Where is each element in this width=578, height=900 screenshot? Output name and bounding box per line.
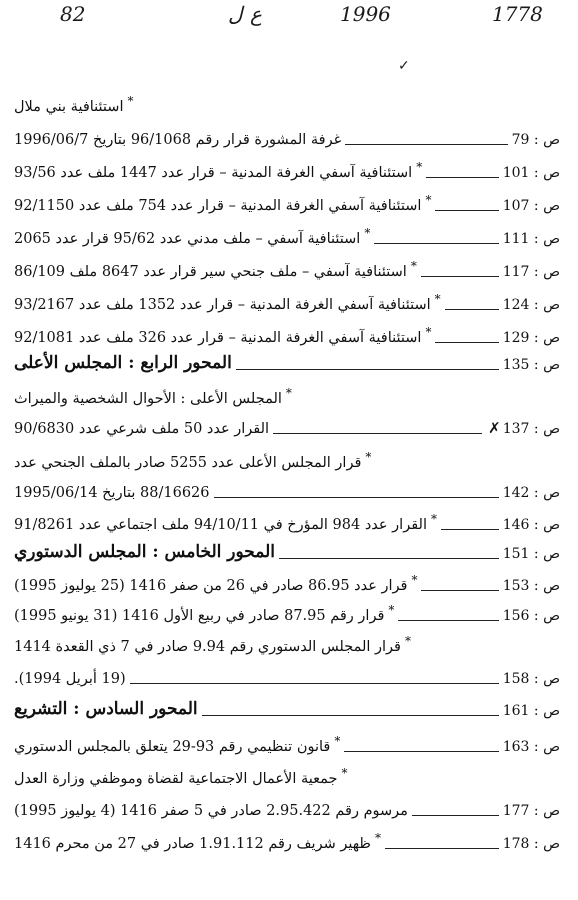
toc-entry — [14, 794, 560, 822]
toc-entry — [14, 508, 560, 536]
entry-text: غرفة المشورة قرار رقم 96/1068 بتاريخ 1996/06/7 — [14, 132, 342, 148]
toc-entry — [14, 694, 560, 722]
page-number: ص : 129 — [502, 330, 560, 346]
asterisk-icon: * — [405, 634, 411, 649]
asterisk-icon: * — [431, 512, 437, 527]
asterisk-icon: * — [334, 734, 341, 749]
entry-text: قرار المجلس الدستوري رقم 9.94 صادر في 7 ذي القعدة 1414 — [14, 639, 401, 655]
leader-line — [421, 276, 499, 277]
entry-title — [14, 325, 431, 349]
entry-text: المحور السادس : التشريع — [14, 699, 198, 719]
entry-title — [14, 803, 408, 822]
entry-title — [14, 634, 411, 658]
leader-line — [421, 590, 498, 591]
toc-entry — [14, 446, 560, 474]
handwritten-note-mid-2: ع — [250, 2, 262, 26]
page-number: ص : 137 — [502, 421, 560, 437]
asterisk-icon: * — [425, 325, 432, 340]
entry-title — [14, 160, 422, 184]
entry-text: (19 أبريل 1994). — [14, 671, 126, 687]
entry-text: المجلس الأعلى : الأحوال الشخصية والميراث — [14, 391, 282, 407]
asterisk-icon: * — [388, 603, 395, 618]
asterisk-icon: * — [425, 193, 432, 208]
entry-text: استئنافية آسفي الغرفة المدنية – قرار عدد 1447 ملف عدد 93/56 — [14, 165, 413, 181]
leader-line — [398, 620, 498, 621]
entry-title — [14, 386, 292, 410]
handwritten-note-mid-1: ل — [228, 2, 243, 26]
entry-title — [14, 226, 370, 250]
leader-line — [273, 433, 482, 434]
section-heading — [14, 699, 198, 722]
page-number: ص : 107 — [502, 198, 560, 214]
asterisk-icon: * — [341, 766, 348, 781]
page-number: ص : 146 — [502, 517, 560, 533]
entry-title — [14, 734, 340, 758]
handwritten-code: 1778 — [492, 2, 543, 26]
asterisk-icon: * — [364, 226, 371, 241]
toc-entry — [14, 156, 560, 184]
entry-title — [14, 573, 417, 597]
toc-entry — [14, 412, 560, 440]
toc-entry — [14, 827, 560, 855]
page-number: ص : 153 — [502, 578, 560, 594]
entry-title — [14, 512, 437, 536]
entry-text: قرار عدد 86.95 صادر في 26 من صفر 1416 (25 يوليوز 1995) — [14, 578, 408, 594]
entry-text: القرار عدد 50 ملف شرعي عدد 90/6830 — [14, 421, 270, 437]
toc-entry — [14, 630, 560, 658]
leader-line — [435, 342, 498, 343]
asterisk-icon: * — [365, 450, 372, 465]
entry-title — [14, 671, 126, 690]
toc-entry — [14, 537, 560, 565]
check-mark-icon: ✓ — [398, 58, 410, 74]
asterisk-icon: * — [434, 292, 441, 307]
leader-line — [445, 309, 499, 310]
leader-line — [214, 497, 499, 498]
page-number: ص : 177 — [502, 803, 560, 819]
entry-text: استئنافية آسفي – ملف مدني عدد 95/62 قرار عدد 2065 — [14, 231, 361, 247]
entry-text: قانون تنظيمي رقم 93-29 يتعلق بالمجلس الدستوري — [14, 739, 331, 755]
leader-line — [385, 848, 499, 849]
toc-entry — [14, 348, 560, 376]
page-number: ص : 163 — [502, 739, 560, 755]
page-number: ص : 79 — [511, 132, 560, 148]
entry-title — [14, 292, 441, 316]
entry-title — [14, 193, 431, 217]
entry-title — [14, 94, 133, 118]
page-number: ص : 178 — [502, 836, 560, 852]
entry-title — [14, 421, 269, 440]
entry-text: قرار رقم 87.95 صادر في ربيع الأول 1416 (31 يونيو 1995) — [14, 608, 385, 624]
entry-title — [14, 259, 417, 283]
leader-line — [374, 243, 498, 244]
entry-text: المحور الرابع : المجلس الأعلى — [14, 353, 232, 373]
page-number: ص : 161 — [502, 703, 560, 719]
entry-text: ظهير شريف رقم 1.91.112 صادر في 27 من محرم 1416 — [14, 836, 371, 852]
asterisk-icon: * — [285, 386, 292, 401]
entry-title — [14, 450, 371, 474]
handwritten-note-left: 82 — [60, 2, 86, 26]
asterisk-icon: * — [411, 573, 418, 588]
asterisk-icon: * — [374, 831, 381, 846]
asterisk-icon: * — [410, 259, 417, 274]
toc-entry — [14, 762, 560, 790]
entry-title — [14, 132, 341, 151]
leader-line — [345, 144, 507, 145]
entry-title — [14, 831, 381, 855]
toc-entry — [14, 222, 560, 250]
page-number: ص : 156 — [502, 608, 560, 624]
toc-entry — [14, 476, 560, 504]
entry-text: جمعية الأعمال الاجتماعية لقضاة وموظفي وزارة العدل — [14, 771, 338, 787]
page-number: ص : 135 — [502, 357, 560, 373]
page-number: ص : 142 — [502, 485, 560, 501]
toc-entry — [14, 382, 560, 410]
leader-line — [236, 369, 499, 370]
leader-line — [130, 683, 499, 684]
toc-entry — [14, 255, 560, 283]
toc-entry — [14, 662, 560, 690]
toc-entry — [14, 189, 560, 217]
toc-entry — [14, 288, 560, 316]
leader-line — [279, 558, 499, 559]
entry-text: 88/16626 بتاريخ 1995/06/14 — [14, 485, 210, 501]
leader-line — [441, 529, 499, 530]
page-number: ص : 158 — [502, 671, 560, 687]
leader-line — [426, 177, 499, 178]
toc-entry — [14, 90, 560, 118]
leader-line — [202, 715, 499, 716]
entry-text: القرار عدد 984 المؤرخ في 94/10/11 ملف اجتماعي عدد 91/8261 — [14, 517, 427, 533]
entry-text: استئنافية آسفي الغرفة المدنية – قرار عدد 754 ملف عدد 92/1150 — [14, 198, 422, 214]
entry-text: استئنافية آسفي – ملف جنحي سير قرار عدد 8647 ملف 86/109 — [14, 264, 407, 280]
entry-title — [14, 485, 210, 504]
handwritten-year: 1996 — [340, 2, 391, 26]
toc-entry — [14, 599, 560, 627]
asterisk-icon: * — [127, 94, 134, 109]
section-heading — [14, 353, 232, 376]
entry-text: استئنافية بني ملال — [14, 99, 124, 115]
page-number: ص : 124 — [502, 297, 560, 313]
entry-title — [14, 603, 394, 627]
toc-entry — [14, 569, 560, 597]
page-number: ص : 101 — [502, 165, 560, 181]
entry-text: المحور الخامس : المجلس الدستوري — [14, 542, 275, 562]
leader-line — [412, 815, 499, 816]
entry-text: مرسوم رقم 2.95.422 صادر في 5 صفر 1416 (4 يوليوز 1995) — [14, 803, 408, 819]
leader-line — [344, 751, 498, 752]
page-number: ص : 111 — [502, 231, 560, 247]
asterisk-icon: * — [416, 160, 423, 175]
page-number: ص : 151 — [502, 546, 560, 562]
cross-mark-icon: ✗ — [488, 419, 501, 437]
toc-entry — [14, 321, 560, 349]
entry-title — [14, 766, 347, 790]
entry-text: استئنافية آسفي الغرفة المدنية – قرار عدد 326 ملف عدد 92/1081 — [14, 330, 422, 346]
toc-entry — [14, 730, 560, 758]
leader-line — [435, 210, 498, 211]
toc-entry — [14, 123, 560, 151]
section-heading — [14, 542, 275, 565]
entry-text: استئنافية آسفي الغرفة المدنية – قرار عدد 1352 ملف عدد 93/2167 — [14, 297, 431, 313]
entry-text: قرار المجلس الأعلى عدد 5255 صادر بالملف الجنحي عدد — [14, 455, 362, 471]
page-number: ص : 117 — [502, 264, 560, 280]
